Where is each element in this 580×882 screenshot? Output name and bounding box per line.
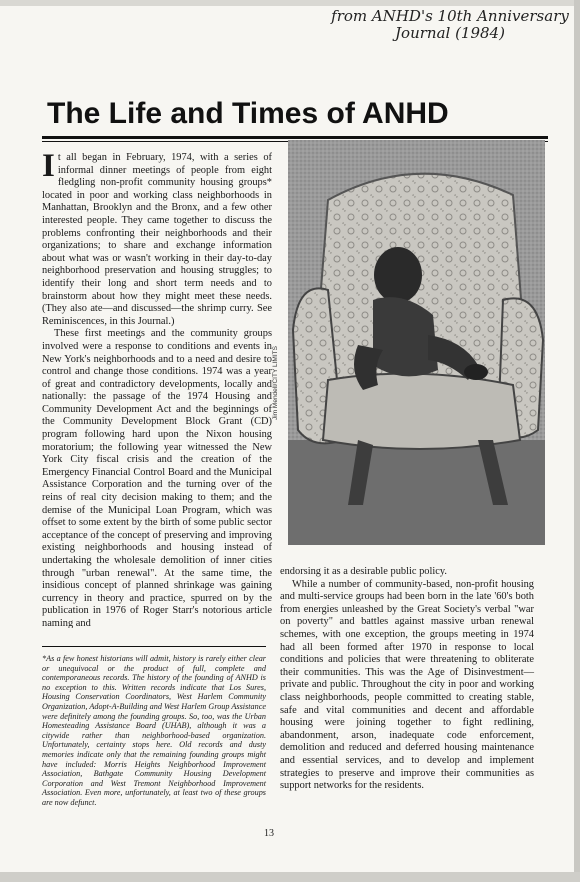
- handwritten-note: [330, 8, 570, 42]
- scan-edge-top: [0, 0, 580, 6]
- photo-credit: Jim Mendell/CITY LIMITS: [272, 346, 279, 420]
- paragraph-2-continued: endorsing it as a desirable public policy.: [280, 566, 447, 577]
- paragraph-1-text: t all began in February, 1974, with a series of informal dinner meetings of people from eight fledgling non-profit community housing groups* located in poor and working class neighborhoods in Manhattan, Brooklyn and the Bronx, and a few other interested people. They came together to discuss the problems confronting their neighborhoods and their organizations; to share and exchange information about what was or wasn't working in their day-to-day neighborhood preservation and housing struggles; to identify their long and short term needs and to brainstorm about how they might meet these needs. (They also ate—and discussed—the shrimp curry. See Reminiscences, in this Journal.): [42, 152, 272, 327]
- footnote-rule: [42, 646, 266, 647]
- article-body-left: [42, 152, 272, 628]
- photo-illustration: [288, 140, 545, 545]
- article-body-right: [280, 566, 534, 793]
- paragraph-2: These first meetings and the community groups involved were a response to conditions and events in New York's neighborhoods and to a need and desire to control and change those conditions. 1974 was a year of great and contradictory developments, locally and nationally: the passage of the 1974 Housing and Community Development Act and the beginnings of the Community Development Block Grant (CD) program following hard upon the Nixon housing moratorium; the following year witnessed the New York City fiscal crisis and the creation of the Emergency Financial Control Board and the Municipal Assistance Corporation and the turning over of the reins of real city decision making to them; and the demise of the Municipal Loan Program, which was offset to some extent by the birth of some public sector acceptance of the concept of preserving and improving existing neighborhoods and housing instead of undertaking the wholesale demolition of inner cities through "urban renewal". At the same time, the insidious concept of planned shrinkage was gaining currency in theory and practice, spurred on by the publication in 1976 of Roger Starr's notorious article naming and: [42, 328, 272, 628]
- handwritten-note-line2: Journal (1984): [395, 24, 505, 42]
- footnote-text: *As a few honest historians will admit, history is rarely either clear or unequivocal or the product of full, complete and contemporaneous records. The history of the founding of ANHD is no exception to this. Written records indicate that Los Sures, Housing Conservation Coordinators, West Harlem Community Organization, Adopt-A-Building and West Harlem Group Assistance were definitely among the founding groups. So, too, was the Urban Homesteading Assistance Board (UHAB), although it was a citywide rather than neighborhood-based organization. Unfortunately, certainty stops here. Old records and dusty memories indicate only that the remaining founding groups might have included: Morris Heights Neighborhood Improvement Association, Bathgate Community Housing Development Corporation and West Tremont Neighborhood Improvement Association. Even more, unfortunately, at least two of these groups are now defunct.: [42, 654, 266, 807]
- title-rule-thick: [42, 136, 548, 139]
- handwritten-note-line1: from ANHD's 10th Anniversary: [331, 7, 569, 25]
- paragraph-1: [42, 152, 272, 328]
- scan-edge-right: [574, 0, 580, 882]
- paragraph-3: While a number of community-based, non-profit housing and multi-service groups had been born in the late '60's both from energies unleashed by the Great Society's verbal "war on poverty" and battles against massive urban renewal schemes, with one exception, the groups meeting in 1974 had all been formed after 1970 in response to local conditions and policies that were threatening to obliterate their communities. This was the Age of Disinvestment—private and public. Throughout the city in poor and working class neighborhoods, people committed to creating stable, safe and vital communities and decent and affordable housing were joining together to fight redlining, abandonment, arson, inadequate code enforcement, demolition and reduced and deferred housing maintenance and essential services, and to develop and implement strategies to preserve and improve their communities as support networks for the residents.: [280, 578, 534, 792]
- drop-cap: I: [42, 152, 55, 184]
- footnote: [42, 654, 266, 808]
- scan-edge-bottom: [0, 872, 580, 882]
- page-number: 13: [264, 828, 274, 839]
- article-title: The Life and Times of ANHD: [47, 97, 449, 130]
- photo-child-in-armchair: [288, 140, 545, 545]
